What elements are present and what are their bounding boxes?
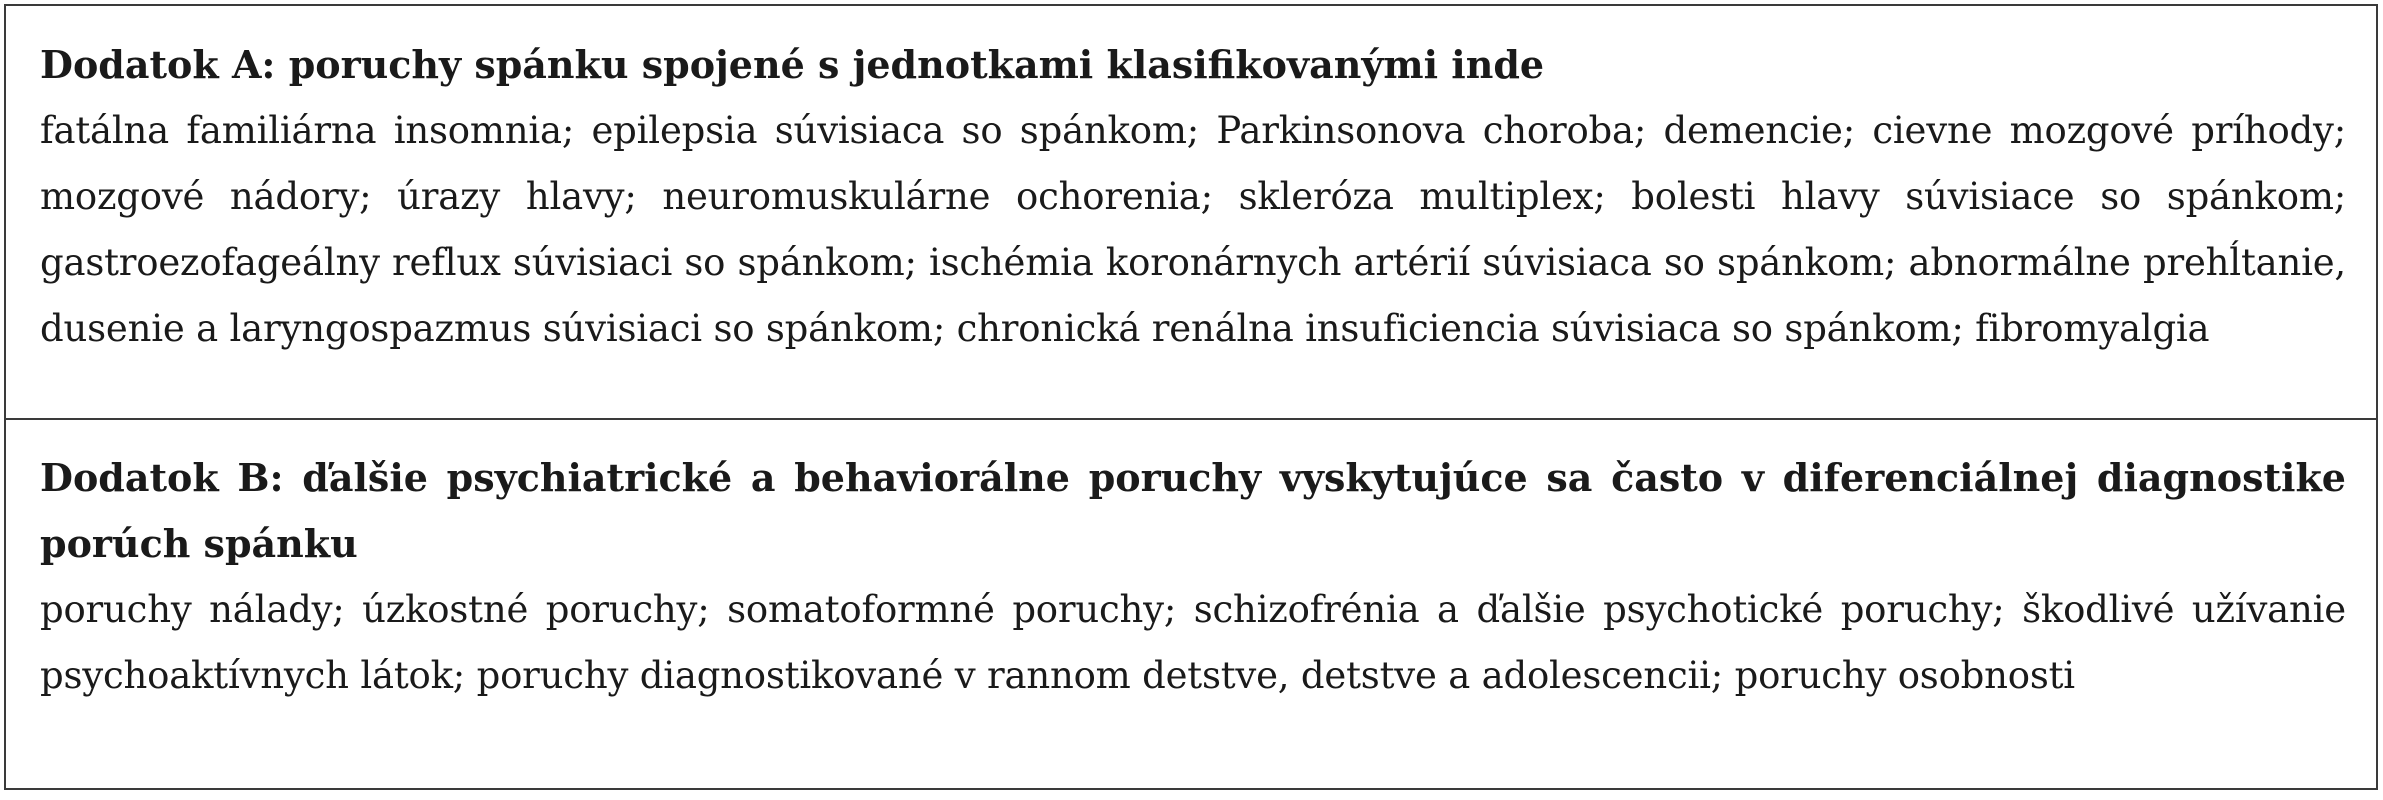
appendix-a-section	[6, 6, 2376, 420]
appendix-a-body: fatálna familiárna insomnia; epilepsia súvisiaca so spánkom; Parkinsonova choroba; demencie; cievne mozgové príhody; mozgové nádory; úrazy hlavy; neuromuskulárne ochorenia; skleróza multiplex; bolesti hlavy súvisiace so spánkom; gastroezofageálny reflux súvisiaci so spánkom; ischémia koronárnych artérií súvisiaca so spánkom; abnormálne prehĺtanie, dusenie a laryngospazmus súvisiaci so spánkom; chronická renálna insuficiencia súvisiaca so spánkom; fibromyalgia	[40, 109, 2346, 350]
appendix-b-heading: Dodatok B: ďalšie psychiatrické a behaviorálne poruchy vyskytujúce sa často v diferenciálnej diagnostike porúch spánku	[40, 455, 2346, 566]
appendix-b-section	[6, 420, 2376, 790]
appendix-b-body: poruchy nálady; úzkostné poruchy; somatoformné poruchy; schizofrénia a ďalšie psychotické poruchy; škodlivé užívanie psychoaktívnych látok; poruchy diagnostikované v rannom detstve, detstve a adolescencii; poruchy osobnosti	[40, 588, 2346, 697]
appendix-table	[4, 4, 2378, 790]
appendix-a-heading: Dodatok A: poruchy spánku spojené s jednotkami klasifikovanými inde	[40, 42, 1545, 87]
